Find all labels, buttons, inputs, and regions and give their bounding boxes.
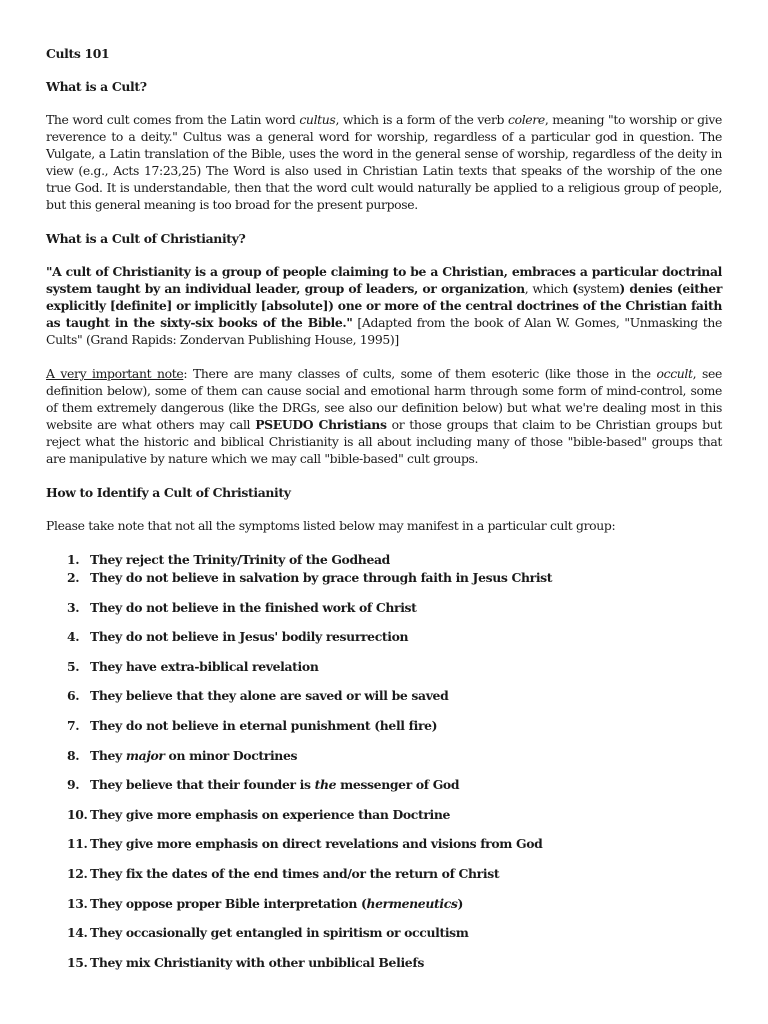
list-item (46, 895, 722, 912)
list-item-number: 4. (67, 629, 80, 645)
list-item-number: 7. (67, 717, 80, 733)
heading-cult-of-christianity: What is a Cult of Christianity? (46, 231, 246, 246)
list-item (46, 658, 722, 675)
list-item (46, 747, 722, 764)
list-item-text: They do not believe in Jesus' bodily resurrection (90, 629, 409, 645)
list-item-text: They oppose proper Bible interpretation (hermeneutics) (90, 895, 464, 911)
list-item (46, 954, 722, 971)
list-item-text: They major on minor Doctrines (90, 747, 298, 763)
list-item-number: 10. (67, 806, 88, 822)
list-item (46, 806, 722, 823)
list-item-number: 8. (67, 747, 80, 763)
list-item-text: They do not believe in salvation by grace through faith in Jesus Christ (90, 570, 553, 585)
note-label: A very important note (46, 366, 184, 381)
document-title: Cults 101 (46, 46, 110, 61)
list-item-text: They believe that they alone are saved or will be saved (90, 688, 449, 704)
symptom-list (46, 551, 722, 971)
list-item (46, 687, 722, 704)
list-item-text: They do not believe in the finished work of Christ (90, 599, 417, 615)
list-item (46, 599, 722, 616)
list-item-number: 1. (67, 552, 80, 567)
list-item-text: They reject the Trinity/Trinity of the Godhead (90, 552, 390, 567)
term-colere: colere (508, 112, 545, 127)
list-item (46, 569, 722, 586)
list-item-text: They believe that their founder is the messenger of God (90, 777, 460, 793)
list-item (46, 776, 722, 793)
list-item (46, 865, 722, 882)
list-item-number: 12. (67, 865, 88, 881)
list-item-number: 2. (67, 570, 80, 585)
list-item-number: 9. (67, 777, 80, 793)
list-item-text: They have extra-biblical revelation (90, 658, 319, 674)
list-item-number: 15. (67, 954, 88, 970)
list-item (46, 717, 722, 734)
list-item-number: 13. (67, 895, 88, 911)
list-item-text: They give more emphasis on experience than Doctrine (90, 806, 451, 822)
paragraph-quote: "A cult of Christianity is a group of people claiming to be a Christian, embraces a particular doctrinal system taught by an individual leader, group of leaders, or organization, which (system) denies (either explicitly [definite] or implicitly [absolute]) one or more of the central doctrines of the Christian faith as taught in the sixty-six books of the Bible." [Adapted from the book of Alan W. Gomes, "Unmasking the Cults" (Grand Rapids: Zondervan Publishing House, 1995)] (46, 264, 723, 347)
document-page (46, 0, 722, 971)
heading-identify-cult: How to Identify a Cult of Christianity (46, 485, 291, 500)
list-item-number: 6. (67, 688, 80, 704)
list-item-text: They mix Christianity with other unbiblical Beliefs (90, 954, 424, 970)
paragraph-symptoms-intro: Please take note that not all the symptoms listed below may manifest in a particular cult group: (46, 518, 616, 533)
paragraph-important-note: A very important note: There are many classes of cults, some of them esoteric (like those in the occult, see definition below), some of them can cause social and emotional harm through some form of mind-control, some of them extremely dangerous (like the DRGs, see also our definition below) but what we're dealing most in this website are what others may call PSEUDO Christians or those groups that claim to be Christian groups but reject what the historic and biblical Christianity is all about including many of those "bible-based" groups that are manipulative by nature which we may call "bible-based" cult groups. (46, 366, 723, 466)
list-item-text: They give more emphasis on direct revelations and visions from God (90, 836, 543, 852)
list-item-text: They fix the dates of the end times and/or the return of Christ (90, 865, 500, 881)
list-item-text: They occasionally get entangled in spiritism or occultism (90, 925, 469, 941)
list-item-text: They do not believe in eternal punishment (hell fire) (90, 717, 438, 733)
list-item (46, 628, 722, 645)
paragraph-cult-definition: The word cult comes from the Latin word cultus, which is a form of the verb colere, meaning "to worship or give reverence to a deity." Cultus was a general word for worship, regardless of a particular god in question. The Vulgate, a Latin translation of the Bible, uses the word in the general sense of worship, regardless of the deity in view (e.g., Acts 17:23,25) The Word is also used in Christian Latin texts that speaks of the worship of the one true God. It is understandable, then that the word cult would naturally be applied to a religious group of people, but this general meaning is too broad for the present purpose. (46, 112, 722, 212)
list-item (46, 835, 722, 852)
term-cultus: cultus (299, 112, 336, 127)
list-item-number: 3. (67, 599, 80, 615)
list-item (46, 551, 722, 568)
list-item-number: 14. (67, 925, 88, 941)
heading-what-is-cult: What is a Cult? (46, 79, 147, 94)
list-item (46, 924, 722, 941)
list-item-number: 11. (67, 836, 88, 852)
list-item-number: 5. (67, 658, 80, 674)
